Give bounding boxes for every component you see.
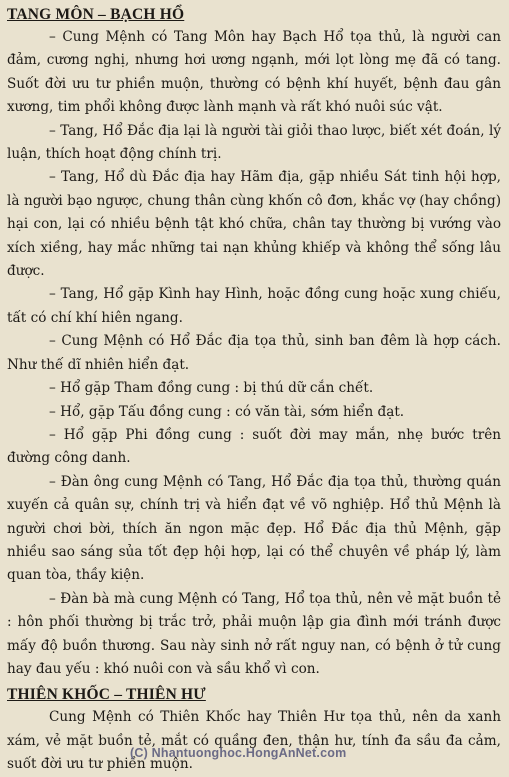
paragraph: – Tang, Hổ gặp Kình hay Hình, hoặc đồng cung hoặc xung chiếu, tất có chí khí hiên ngang.: [7, 286, 501, 326]
paragraph: – Hổ gặp Phi đồng cung : suốt đời may mắn, nhẹ bước trên đường công danh.: [7, 426, 501, 467]
paragraph: – Cung Mệnh có Tang Môn hay Bạch Hổ tọa thủ, là người can đảm, cương nghị, nhưng hơi ương ngạnh, mới lọt lòng mẹ đã có tang. Suốt đời ưu tư phiền muộn, thường có bệnh khí huyết, bệnh đau gân xương, tim phổi không được lành mạnh và rất khó nuôi súc vật.: [7, 29, 501, 116]
paragraph: – Đàn bà mà cung Mệnh có Tang, Hổ tọa thủ, nên vẻ mặt buồn tẻ : hôn phối thường bị trắc trở, phải muộn lập gia đình mới tránh được mấy độ buồn thương. Sau này sinh nở rất nguy nan, có bệnh ở tử cung hay đau yếu : khó nuôi con và sầu khổ vì con.: [7, 590, 501, 677]
paragraph: – Tang, Hổ Đắc địa lại là người tài giỏi thao lược, biết xét đoán, lý luận, thích hoạt động chính trị.: [7, 122, 501, 163]
paragraph: Cung Mệnh có Thiên Khốc hay Thiên Hư tọa thủ, nên da xanh xám, vẻ mặt buồn tẻ, mắt có quầng đen, thận hư, tính đa sầu đa cảm, suốt đời ưu tư phiền muộn.: [7, 709, 501, 773]
section-title-tang-mon-bach-ho: TANG MÔN – BẠCH HỔ: [7, 6, 185, 23]
paragraph: – Tang, Hổ dù Đắc địa hay Hãm địa, gặp nhiều Sát tinh hội hợp, là người bạo ngược, chung thân cùng khốn cô đơn, khắc vợ (hay chồng) hại con, lại có nhiều bệnh tật khó chữa, chân tay thường bị vướng vào xích xiềng, hay mắc những tai nạn khủng khiếp và không thể sống lâu được.: [7, 169, 501, 280]
paragraph: – Hổ, gặp Tấu đồng cung : có văn tài, sớm hiển đạt.: [49, 403, 405, 420]
section-title-thien-khoc-thien-hu: THIÊN KHỐC – THIÊN HƯ: [7, 686, 206, 704]
paragraph: – Đàn ông cung Mệnh có Tang, Hổ Đắc địa tọa thủ, thường quán xuyến cả quân sự, chính trị và hiển đạt về võ nghiệp. Hổ thủ Mệnh là người chơi bời, thích ăn ngon mặc đẹp. Hổ Đắc địa thủ Mệnh, gặp nhiều sao sáng sủa tốt đẹp hội hợp, lại có thể chuyên về pháp lý, làm quan tòa, thầy kiện.: [7, 473, 501, 584]
paragraph: – Hổ gặp Tham đồng cung : bị thú dữ cắn chết.: [49, 380, 374, 397]
paragraph: – Cung Mệnh có Hổ Đắc địa tọa thủ, sinh ban đêm là hợp cách. Như thế dĩ nhiên hiển đạt.: [7, 333, 501, 373]
watermark-text: (C) Nhantuonghoc.HongAnNet.com: [130, 746, 347, 760]
